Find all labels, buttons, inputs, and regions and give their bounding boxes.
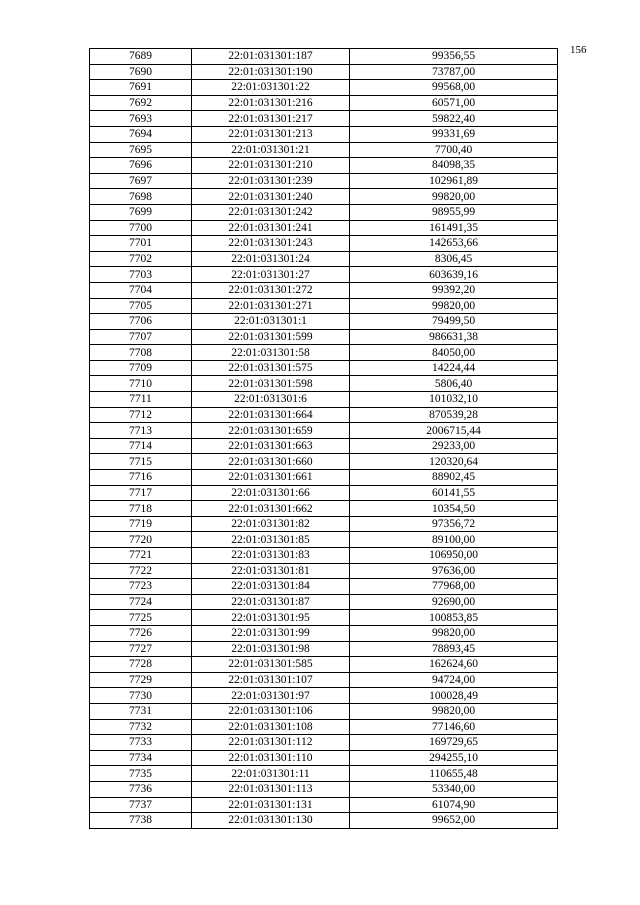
row-number-cell: 7697: [90, 173, 192, 189]
table-row: [90, 688, 558, 704]
cadastral-number-cell: 22:01:031301:95: [192, 610, 350, 626]
row-number-cell: 7717: [90, 485, 192, 501]
row-number-cell: 7718: [90, 501, 192, 517]
value-cell: 110655,48: [350, 766, 558, 782]
cadastral-number-cell: 22:01:031301:585: [192, 657, 350, 673]
cadastral-number-cell: 22:01:031301:217: [192, 111, 350, 127]
table-row: [90, 454, 558, 470]
value-cell: 98955,99: [350, 204, 558, 220]
row-number-cell: 7719: [90, 516, 192, 532]
cadastral-number-cell: 22:01:031301:99: [192, 625, 350, 641]
value-cell: 106950,00: [350, 548, 558, 564]
table-row: [90, 298, 558, 314]
row-number-cell: 7707: [90, 329, 192, 345]
cadastral-number-cell: 22:01:031301:81: [192, 563, 350, 579]
table-row: [90, 532, 558, 548]
row-number-cell: 7691: [90, 80, 192, 96]
row-number-cell: 7735: [90, 766, 192, 782]
row-number-cell: 7725: [90, 610, 192, 626]
table-row: [90, 563, 558, 579]
row-number-cell: 7734: [90, 750, 192, 766]
value-cell: 53340,00: [350, 781, 558, 797]
table-row: [90, 158, 558, 174]
value-cell: 99820,00: [350, 703, 558, 719]
row-number-cell: 7727: [90, 641, 192, 657]
table-row: [90, 735, 558, 751]
row-number-cell: 7728: [90, 657, 192, 673]
value-cell: 100028,49: [350, 688, 558, 704]
value-cell: 99568,00: [350, 80, 558, 96]
cadastral-number-cell: 22:01:031301:27: [192, 267, 350, 283]
row-number-cell: 7724: [90, 594, 192, 610]
cadastral-number-cell: 22:01:031301:97: [192, 688, 350, 704]
cadastral-number-cell: 22:01:031301:660: [192, 454, 350, 470]
cadastral-number-cell: 22:01:031301:98: [192, 641, 350, 657]
row-number-cell: 7699: [90, 204, 192, 220]
value-cell: 94724,00: [350, 672, 558, 688]
cadastral-number-cell: 22:01:031301:82: [192, 516, 350, 532]
value-cell: 99331,69: [350, 126, 558, 142]
value-cell: 84098,35: [350, 158, 558, 174]
cadastral-number-cell: 22:01:031301:661: [192, 470, 350, 486]
table-row: [90, 376, 558, 392]
cadastral-number-cell: 22:01:031301:58: [192, 345, 350, 361]
cadastral-number-cell: 22:01:031301:598: [192, 376, 350, 392]
table-row: [90, 64, 558, 80]
table-body: [90, 49, 558, 829]
table-row: [90, 657, 558, 673]
table-row: [90, 204, 558, 220]
table-row: [90, 282, 558, 298]
row-number-cell: 7729: [90, 672, 192, 688]
value-cell: 99820,00: [350, 189, 558, 205]
row-number-cell: 7721: [90, 548, 192, 564]
table-row: [90, 251, 558, 267]
table-row: [90, 126, 558, 142]
table-row: [90, 625, 558, 641]
table-row: [90, 672, 558, 688]
value-cell: 986631,38: [350, 329, 558, 345]
table-row: [90, 173, 558, 189]
value-cell: 60571,00: [350, 95, 558, 111]
cadastral-number-cell: 22:01:031301:107: [192, 672, 350, 688]
cadastral-number-cell: 22:01:031301:659: [192, 423, 350, 439]
value-cell: 88902,45: [350, 470, 558, 486]
row-number-cell: 7711: [90, 392, 192, 408]
table-row: [90, 438, 558, 454]
cadastral-number-cell: 22:01:031301:87: [192, 594, 350, 610]
row-number-cell: 7737: [90, 797, 192, 813]
table-row: [90, 516, 558, 532]
cadastral-number-cell: 22:01:031301:216: [192, 95, 350, 111]
table-row: [90, 236, 558, 252]
row-number-cell: 7715: [90, 454, 192, 470]
cadastral-number-cell: 22:01:031301:84: [192, 579, 350, 595]
cadastral-number-cell: 22:01:031301:83: [192, 548, 350, 564]
row-number-cell: 7702: [90, 251, 192, 267]
table-row: [90, 719, 558, 735]
cadastral-number-cell: 22:01:031301:575: [192, 360, 350, 376]
table-row: [90, 329, 558, 345]
row-number-cell: 7693: [90, 111, 192, 127]
value-cell: 603639,16: [350, 267, 558, 283]
table-row: [90, 750, 558, 766]
cadastral-number-cell: 22:01:031301:21: [192, 142, 350, 158]
table-row: [90, 111, 558, 127]
cadastral-number-cell: 22:01:031301:85: [192, 532, 350, 548]
cadastral-number-cell: 22:01:031301:663: [192, 438, 350, 454]
row-number-cell: 7692: [90, 95, 192, 111]
table-row: [90, 49, 558, 65]
cadastral-number-cell: 22:01:031301:664: [192, 407, 350, 423]
table-row: [90, 781, 558, 797]
cadastral-number-cell: 22:01:031301:108: [192, 719, 350, 735]
cadastral-number-cell: 22:01:031301:242: [192, 204, 350, 220]
row-number-cell: 7714: [90, 438, 192, 454]
table-row: [90, 142, 558, 158]
cadastral-number-cell: 22:01:031301:599: [192, 329, 350, 345]
table-row: [90, 797, 558, 813]
value-cell: 5806,40: [350, 376, 558, 392]
cadastral-number-cell: 22:01:031301:213: [192, 126, 350, 142]
value-cell: 294255,10: [350, 750, 558, 766]
value-cell: 77146,60: [350, 719, 558, 735]
value-cell: 7700,40: [350, 142, 558, 158]
value-cell: 14224,44: [350, 360, 558, 376]
row-number-cell: 7708: [90, 345, 192, 361]
table-row: [90, 813, 558, 829]
cadastral-number-cell: 22:01:031301:239: [192, 173, 350, 189]
cadastral-number-cell: 22:01:031301:662: [192, 501, 350, 517]
value-cell: 99356,55: [350, 49, 558, 65]
value-cell: 99820,00: [350, 625, 558, 641]
row-number-cell: 7689: [90, 49, 192, 65]
table-row: [90, 423, 558, 439]
table-row: [90, 267, 558, 283]
table-row: [90, 189, 558, 205]
row-number-cell: 7713: [90, 423, 192, 439]
table-row: [90, 392, 558, 408]
cadastral-number-cell: 22:01:031301:187: [192, 49, 350, 65]
cadastral-number-cell: 22:01:031301:130: [192, 813, 350, 829]
row-number-cell: 7694: [90, 126, 192, 142]
cadastral-number-cell: 22:01:031301:106: [192, 703, 350, 719]
table-row: [90, 548, 558, 564]
row-number-cell: 7716: [90, 470, 192, 486]
table-row: [90, 314, 558, 330]
cadastral-number-cell: 22:01:031301:272: [192, 282, 350, 298]
row-number-cell: 7710: [90, 376, 192, 392]
row-number-cell: 7733: [90, 735, 192, 751]
cadastral-number-cell: 22:01:031301:112: [192, 735, 350, 751]
cadastral-number-cell: 22:01:031301:22: [192, 80, 350, 96]
value-cell: 10354,50: [350, 501, 558, 517]
cadastral-number-cell: 22:01:031301:113: [192, 781, 350, 797]
value-cell: 59822,40: [350, 111, 558, 127]
row-number-cell: 7722: [90, 563, 192, 579]
cadastral-number-cell: 22:01:031301:240: [192, 189, 350, 205]
cadastral-number-cell: 22:01:031301:66: [192, 485, 350, 501]
row-number-cell: 7726: [90, 625, 192, 641]
value-cell: 162624,60: [350, 657, 558, 673]
table-row: [90, 360, 558, 376]
row-number-cell: 7706: [90, 314, 192, 330]
value-cell: 101032,10: [350, 392, 558, 408]
table-row: [90, 485, 558, 501]
table-row: [90, 641, 558, 657]
row-number-cell: 7712: [90, 407, 192, 423]
row-number-cell: 7720: [90, 532, 192, 548]
value-cell: 79499,50: [350, 314, 558, 330]
value-cell: 73787,00: [350, 64, 558, 80]
value-cell: 142653,66: [350, 236, 558, 252]
table-row: [90, 766, 558, 782]
value-cell: 84050,00: [350, 345, 558, 361]
table-row: [90, 407, 558, 423]
cadastral-number-cell: 22:01:031301:1: [192, 314, 350, 330]
value-cell: 99820,00: [350, 298, 558, 314]
value-cell: 77968,00: [350, 579, 558, 595]
row-number-cell: 7736: [90, 781, 192, 797]
value-cell: 78893,45: [350, 641, 558, 657]
row-number-cell: 7698: [90, 189, 192, 205]
table-row: [90, 501, 558, 517]
table-row: [90, 703, 558, 719]
value-cell: 61074,90: [350, 797, 558, 813]
cadastral-number-cell: 22:01:031301:241: [192, 220, 350, 236]
data-table: [89, 48, 558, 829]
row-number-cell: 7704: [90, 282, 192, 298]
table-row: [90, 95, 558, 111]
table-row: [90, 220, 558, 236]
value-cell: 92690,00: [350, 594, 558, 610]
table-row: [90, 80, 558, 96]
table-row: [90, 470, 558, 486]
cadastral-number-cell: 22:01:031301:24: [192, 251, 350, 267]
value-cell: 29233,00: [350, 438, 558, 454]
row-number-cell: 7705: [90, 298, 192, 314]
cadastral-number-cell: 22:01:031301:271: [192, 298, 350, 314]
page-number: 156: [570, 44, 587, 56]
value-cell: 97356,72: [350, 516, 558, 532]
row-number-cell: 7731: [90, 703, 192, 719]
row-number-cell: 7690: [90, 64, 192, 80]
value-cell: 161491,35: [350, 220, 558, 236]
cadastral-number-cell: 22:01:031301:6: [192, 392, 350, 408]
row-number-cell: 7738: [90, 813, 192, 829]
cadastral-number-cell: 22:01:031301:11: [192, 766, 350, 782]
row-number-cell: 7732: [90, 719, 192, 735]
value-cell: 99652,00: [350, 813, 558, 829]
table-row: [90, 579, 558, 595]
value-cell: 120320,64: [350, 454, 558, 470]
row-number-cell: 7730: [90, 688, 192, 704]
value-cell: 870539,28: [350, 407, 558, 423]
value-cell: 99392,20: [350, 282, 558, 298]
cadastral-number-cell: 22:01:031301:131: [192, 797, 350, 813]
table-row: [90, 594, 558, 610]
table-row: [90, 610, 558, 626]
cadastral-number-cell: 22:01:031301:210: [192, 158, 350, 174]
value-cell: 89100,00: [350, 532, 558, 548]
cadastral-number-cell: 22:01:031301:190: [192, 64, 350, 80]
row-number-cell: 7723: [90, 579, 192, 595]
value-cell: 102961,89: [350, 173, 558, 189]
row-number-cell: 7709: [90, 360, 192, 376]
row-number-cell: 7700: [90, 220, 192, 236]
value-cell: 8306,45: [350, 251, 558, 267]
row-number-cell: 7695: [90, 142, 192, 158]
row-number-cell: 7701: [90, 236, 192, 252]
table-row: [90, 345, 558, 361]
value-cell: 97636,00: [350, 563, 558, 579]
value-cell: 60141,55: [350, 485, 558, 501]
row-number-cell: 7696: [90, 158, 192, 174]
value-cell: 100853,85: [350, 610, 558, 626]
value-cell: 2006715,44: [350, 423, 558, 439]
value-cell: 169729,65: [350, 735, 558, 751]
cadastral-number-cell: 22:01:031301:243: [192, 236, 350, 252]
cadastral-number-cell: 22:01:031301:110: [192, 750, 350, 766]
row-number-cell: 7703: [90, 267, 192, 283]
